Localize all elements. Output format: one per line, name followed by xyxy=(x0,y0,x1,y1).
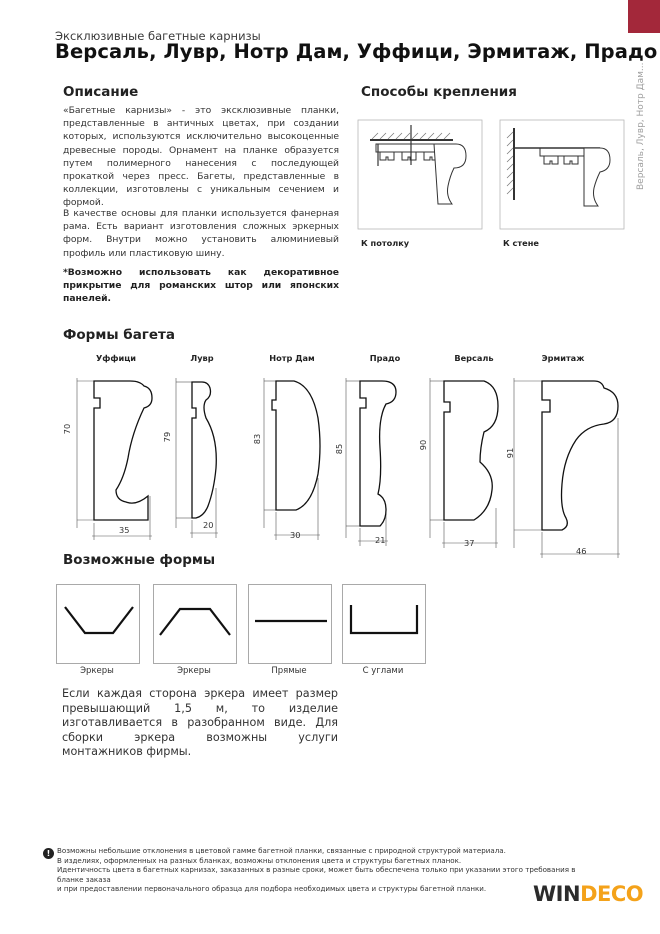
page-title: Версаль, Лувр, Нотр Дам, Уффици, Эрмитаж, Прадо xyxy=(55,40,658,63)
notre-dame-width: 30 xyxy=(290,530,301,540)
shape-bay-2-box xyxy=(153,584,237,664)
warning-icon: ! xyxy=(43,848,54,859)
profile-name-louvre: Лувр xyxy=(190,353,214,363)
wall-mount-label: К стене xyxy=(503,238,539,248)
footer-notes xyxy=(57,846,577,894)
page-kicker: Эксклюзивные багетные карнизы xyxy=(55,29,261,43)
profile-name-prado: Прадо xyxy=(369,353,401,363)
mounting-heading: Способы крепления xyxy=(361,84,517,100)
profile-hermitage-drawing xyxy=(510,378,630,563)
louvre-width: 20 xyxy=(203,520,214,530)
shape-label-straight: Прямые xyxy=(271,666,307,676)
shapes-heading: Возможные формы xyxy=(63,552,216,568)
footer-note-line-1: Возможны небольшие отклонения в цветовой гамме багетной планки, связанные с природной структурой материала. xyxy=(57,846,506,855)
bay-size-note: Если каждая сторона эркера имеет размер превышающий 1,5 м, то изделие изготавливается в разобранном виде. Для сборки эркера возможны услуги монтажников фирмы. xyxy=(62,687,338,759)
hermitage-height: 91 xyxy=(505,447,516,459)
notre-dame-height: 83 xyxy=(252,433,263,445)
straight-line-icon xyxy=(249,585,331,663)
profile-name-uffizi: Уффици xyxy=(95,353,137,363)
wall-mount-drawing xyxy=(500,120,625,230)
profile-notre-dame-drawing xyxy=(260,378,330,543)
ceiling-mount-label: К потолку xyxy=(361,238,410,248)
bay-window-1-icon xyxy=(57,585,139,663)
shape-label-bay-1: Эркеры xyxy=(80,666,114,676)
shape-straight-box xyxy=(248,584,332,664)
profile-name-versailles: Версаль xyxy=(454,353,494,363)
description-note: *Возможно использовать как декоративное прикрытие для романских штор или японских панелей. xyxy=(63,267,339,305)
logo-deco: DECO xyxy=(580,882,644,906)
shape-label-bay-2: Эркеры xyxy=(177,666,211,676)
description-heading: Описание xyxy=(63,84,139,100)
ceiling-mount-drawing xyxy=(358,120,483,230)
corner-accent xyxy=(628,0,660,33)
footer-note-line-2: В изделиях, оформленных на разных бланках, возможны отклонения цвета и структуры багетных планок. xyxy=(57,855,462,865)
uffizi-width: 35 xyxy=(119,525,130,535)
description-paragraph-1: «Багетные карнизы» - это эксклюзивные планки, представленные в античных цветах, при создании которых, используются исключительно высокоценные древесные породы. Орнамент на планке образуется путем полимерного нанесения с последующей прокаткой через пресс. Багеты, представленные в коллекции, изготовлены с уникальным сечением и формой. xyxy=(63,105,339,209)
footer-note-line-3: Идентичность цвета в багетных карнизах, заказанных в разные сроки, может быть обеспечена только при указании этого требования в бланке заказа xyxy=(57,865,576,884)
shape-corners-box xyxy=(342,584,426,664)
profile-name-hermitage: Эрмитаж xyxy=(541,353,585,363)
windeco-logo xyxy=(533,882,643,906)
louvre-height: 79 xyxy=(162,431,173,443)
logo-win: WIN xyxy=(533,882,581,906)
profiles-heading: Формы багета xyxy=(63,327,175,343)
profile-louvre-drawing xyxy=(172,378,232,538)
versailles-height: 90 xyxy=(418,439,429,451)
shape-label-corners: С углами xyxy=(362,666,404,676)
bay-window-2-icon xyxy=(154,585,236,663)
prado-width: 21 xyxy=(375,535,386,545)
profile-prado-drawing xyxy=(342,378,402,548)
uffizi-height: 70 xyxy=(62,423,73,435)
prado-height: 85 xyxy=(334,443,345,455)
shape-bay-1-box xyxy=(56,584,140,664)
profile-versailles-drawing xyxy=(424,378,514,553)
profile-uffizi-drawing xyxy=(72,378,162,538)
hermitage-width: 46 xyxy=(576,546,587,556)
side-running-title: Версаль, Лувр, Нотр Дам... xyxy=(636,62,646,190)
versailles-width: 37 xyxy=(464,538,475,548)
profile-name-notre-dame: Нотр Дам xyxy=(269,353,315,363)
footer-note-line-4: и при предоставлении первоначального образца для подбора необходимых цвета и структуры багетной планки. xyxy=(57,884,487,894)
description-paragraph-2: В качестве основы для планки используется фанерная рама. Есть вариант изготовления сложных эркерных форм. Внутри можно установить алюминиевый профиль или пластиковую шину. xyxy=(63,208,339,259)
corners-shape-icon xyxy=(343,585,425,663)
